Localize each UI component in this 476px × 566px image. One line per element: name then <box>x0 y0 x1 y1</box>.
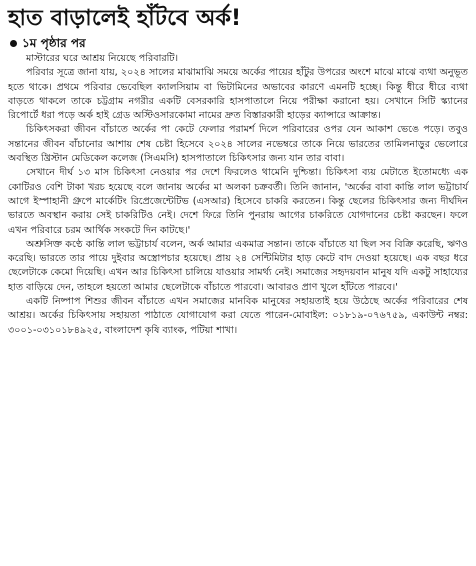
article-paragraph: একটি নিষ্পাপ শিশুর জীবন বাঁচাতে এখন সমাজের মানবিক মানুষের সহায়তাই হয়ে উঠেছে অর্কের পরিবারের শেষ আশ্রয়। অর্কের চিকিৎসায় সহায়তা পাঠাতে যোগাযোগ করা যেতে পারেন-মোবাইল: ০১৮১৯-০৭৬৭৫৯, একাউন্ট নম্বর: ৩০০১-০৩১০১৮৪৯২৫, বাংলাদেশ কৃষি ব্যাংক, পটিয়া শাখা। <box>8 296 468 336</box>
continuation-label: ১ম পৃষ্ঠার পর <box>22 36 86 50</box>
bullet-icon <box>10 40 17 47</box>
article-paragraph: চিকিৎসকরা জীবন বাঁচাতে অর্কের পা কেটে ফেলার পরামর্শ দিলে পরিবারের ওপর যেন আকাশ ভেঙে পড়ে। তবুও সন্তানের জীবন বাঁচানোর আশায় শেষ চেষ্টা হিসেবে ২০২৪ সালের নভেম্বরে তাকে নিয়ে ভারতের তামিলনাড়ুর ভেলোরে অবস্থিত খ্রিস্টান মেডিকেল কলেজ (সিএমসি) হাসপাতালে চিকিৎসার জন্য যান তার বাবা। <box>8 124 468 165</box>
article-paragraph: পরিবার সূত্রে জানা যায়, ২০২৪ সালের মাঝামাঝি সময়ে অর্কের পায়ের হাঁটুর উপরের অংশে মাঝে মাঝে ব্যথা অনুভূত হতে থাকে। প্রথমে পরিবার ভেবেছিল ক্যালসিয়াম বা ভিটামিনের অভাবের কারণে এমনটি হচ্ছে। কিন্তু ধীরে ধীরে ব্যথা বাড়তে থাকলে তাকে চট্টগ্রাম নগরীর একটি বেসরকারি হাসপাতালে নিয়ে পরীক্ষা করানো হয়। সেখানে সিটি স্ক্যানের রিপোর্টে ধরা পড়ে অর্ক হাই গ্রেড অস্টিওসারকোমা নামের দ্রুত বিস্তারকারী হাড়ের ক্যান্সারে আক্রান্ত। <box>8 67 468 122</box>
article-headline: হাত বাড়ালেই হাঁটবে অর্ক! <box>8 6 242 31</box>
article-paragraph: মাস্টারের ঘরে আশ্রয় নিয়েছে পরিবারটি। <box>26 53 179 64</box>
article-paragraph: সেখানে দীর্ঘ ১৩ মাস চিকিৎসা নেওয়ার পর দেশে ফিরলেও থামেনি দুশ্চিন্তা। চিকিৎসা ব্যয় মেটাতে ইতোমধ্যে এক কোটিরও বেশি টাকা খরচ হয়েছে বলে জানায় অর্কের মা অলকা চক্রবর্তী। তিনি জানান, 'অর্কের বাবা কান্তি লাল ভট্টাচার্য আগে ইস্পাহানী গ্রুপে মার্কেটিং রিপ্রেজেন্টেটিভ (এসআর) হিসেবে চাকরি করতেন। কিন্তু ছেলের চিকিৎসার জন্য দীর্ঘদিন ভারতে অবস্থান করায় সেই চাকরিটিও নেই। দেশে ফিরে তিনি পুনরায় আগের চাকরিতে যোগদানের চেষ্টা করছেন। ফলে এখন পরিবারে চরম আর্থিক সংকটে দিন কাটছে।' <box>8 167 468 236</box>
continuation-line <box>10 36 468 51</box>
article-paragraph: অশ্রুসিক্ত কণ্ঠে কান্তি লাল ভট্টাচার্য বলেন, অর্ক আমার একমাত্র সন্তান। তাকে বাঁচাতে যা ছিল সব বিক্রি করেছি, ঋণও করেছি। ভারতে তার পায়ে দুইবার অস্ত্রোপচার হয়েছে। প্রায় ২৪ সেন্টিমিটার হাড় কেটে বাদ দেওয়া হয়েছে। এক বছর ধরে ছেলেটাকে কেমো দিয়েছি। এখন আর চিকিৎসা চালিয়ে যাওয়ার সামর্থ্য নেই। সমাজের সহৃদয়বান মানুষ যদি একটু সাহায্যের হাত বাড়িয়ে দেন, তাহলে হয়তো আমার ছেলেটাকে বাঁচাতে পারবো। আবারও প্রাণ খুলে হাঁটতে পারবে।' <box>8 238 468 293</box>
